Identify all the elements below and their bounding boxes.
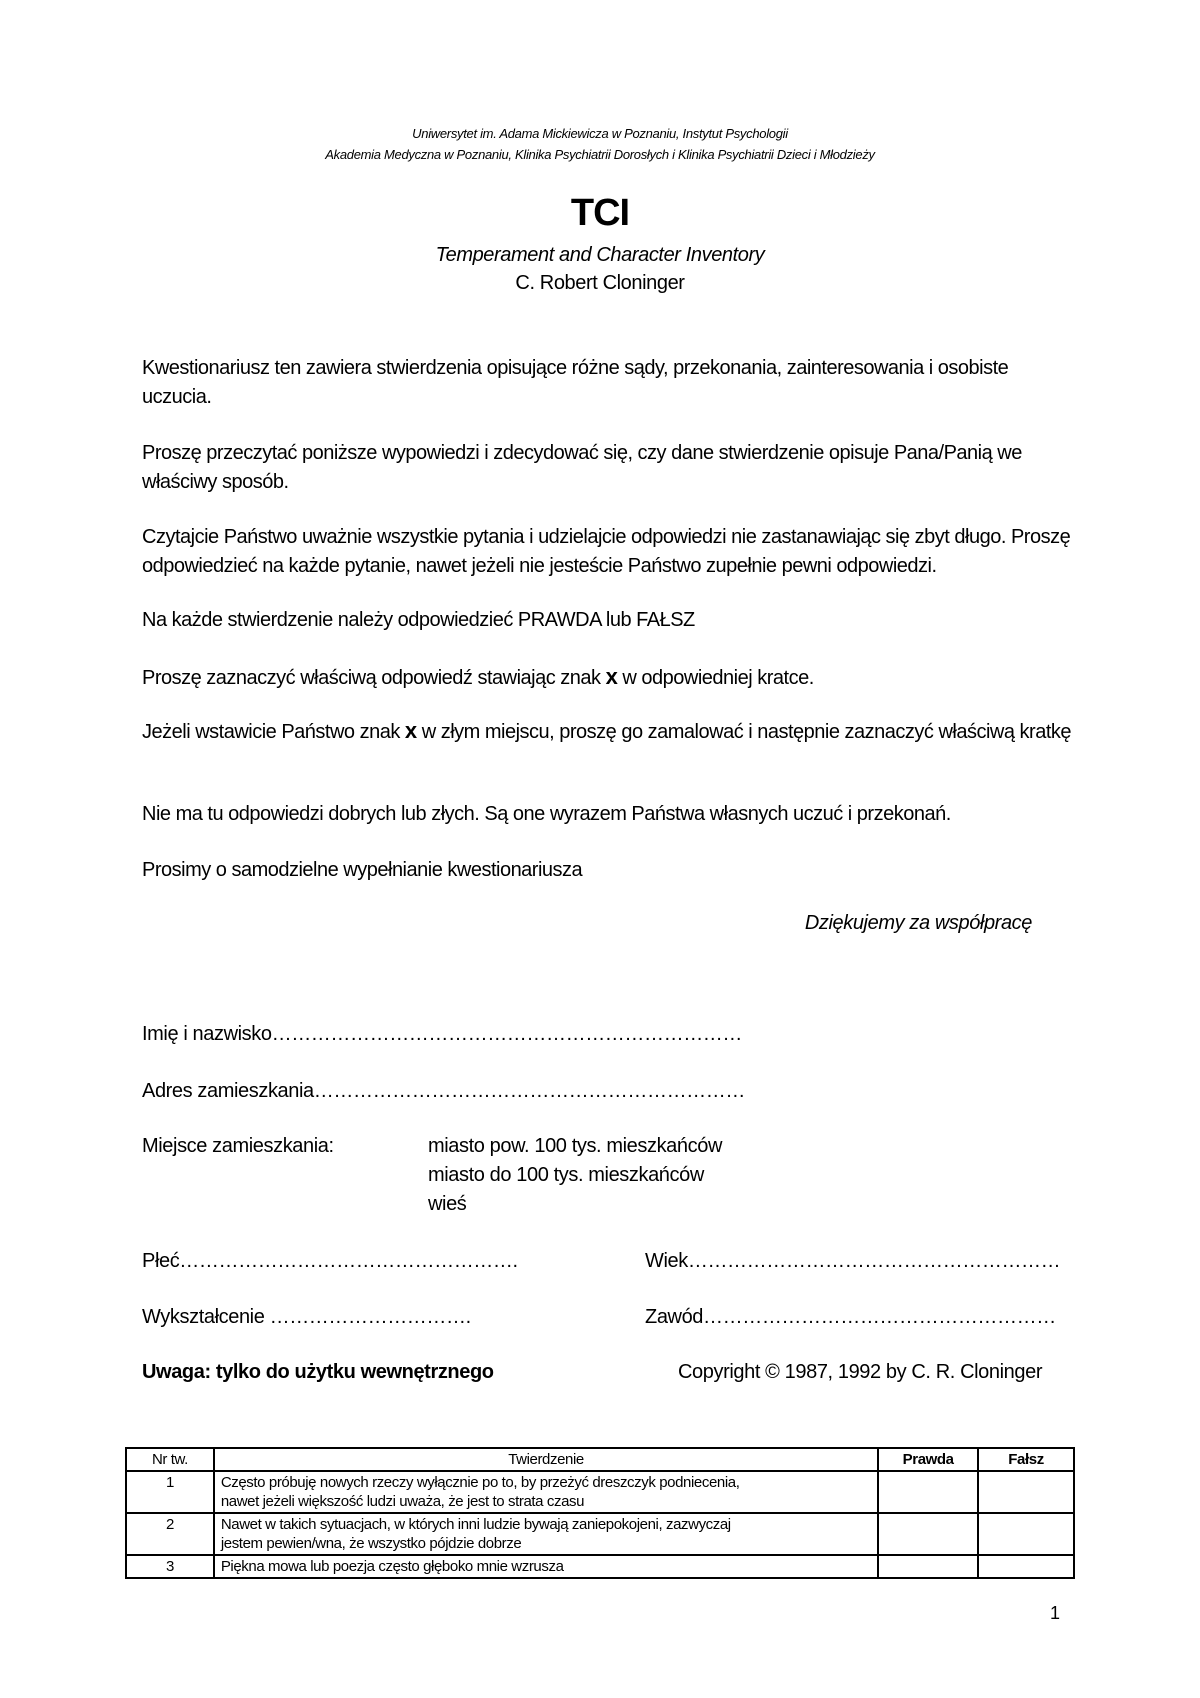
item-number: 3 — [126, 1555, 214, 1578]
instruction-paragraph-8: Prosimy o samodzielne wypełnianie kwestionariusza — [142, 859, 583, 881]
true-checkbox-cell[interactable] — [878, 1513, 978, 1555]
page-number: 1 — [1049, 1603, 1060, 1623]
item-number: 1 — [126, 1471, 214, 1513]
instruction-paragraph-5 — [142, 662, 1082, 693]
instruction-paragraph-1: Kwestionariusz ten zawiera stwierdzenia opisujące różne sądy, przekonania, zainteresowania i osobiste uczucia. — [142, 357, 1009, 408]
copyright-notice: Copyright © 1987, 1992 by C. R. Cloninger — [678, 1361, 1043, 1383]
table-header-row — [126, 1448, 1074, 1471]
instruction-paragraph-6 — [142, 716, 1082, 747]
statement-line: Nawet w takich sytuacjach, w których inni ludzie bywają zaniepokojeni, zazwyczaj — [220, 1516, 731, 1533]
instruction-paragraph-2: Proszę przeczytać poniższe wypowiedzi i zdecydować się, czy dane stwierdzenie opisuje Pana/Panią we właściwy sposób. — [142, 442, 1022, 493]
header-statement: Twierdzenie — [214, 1448, 878, 1471]
instruction-paragraph-7: Nie ma tu odpowiedzi dobrych lub złych. Są one wyrazem Państwa własnych uczuć i przekonań. — [142, 803, 951, 825]
item-number: 2 — [126, 1513, 214, 1555]
address-field[interactable]: Adres zamieszkania………………………………………………………… — [142, 1080, 745, 1102]
statement-line: nawet jeżeli większość ludzi uważa, że jest to strata czasu — [220, 1493, 585, 1510]
sex-field[interactable]: Płeć……………………………………………. — [142, 1250, 518, 1272]
item-statement — [214, 1555, 878, 1578]
false-checkbox-cell[interactable] — [978, 1471, 1074, 1513]
header-academy: Akademia Medyczna w Poznaniu, Klinika Psychiatrii Dorosłych i Klinika Psychiatrii Dzieci i Młodzieży — [325, 147, 875, 162]
profession-field[interactable]: Zawód……………………………………………… — [645, 1306, 1056, 1328]
document-subtitle: Temperament and Character Inventory — [435, 244, 765, 266]
instruction-5-text-b: w odpowiedniej kratce. — [617, 667, 814, 689]
x-mark-symbol: x — [605, 664, 618, 689]
item-statement — [214, 1471, 878, 1513]
document-title: TCI — [570, 192, 630, 234]
residence-option-large-city[interactable]: miasto pow. 100 tys. mieszkańców — [428, 1135, 722, 1157]
document-author: C. Robert Cloninger — [515, 272, 685, 294]
instruction-6-text-a: Jeżeli wstawicie Państwo znak — [142, 721, 405, 743]
header-item-number: Nr tw. — [126, 1448, 214, 1471]
table-row — [126, 1471, 1074, 1513]
residence-label: Miejsce zamieszkania: — [142, 1135, 334, 1157]
instruction-6-text-b: w złym miejscu, proszę go zamalować i następnie zaznaczyć właściwą kratkę — [416, 721, 1072, 743]
residence-option-small-city[interactable]: miasto do 100 tys. mieszkańców — [428, 1164, 704, 1186]
header-university: Uniwersytet im. Adama Mickiewicza w Poznaniu, Instytut Psychologii — [412, 126, 788, 141]
education-field[interactable]: Wykształcenie …………………………. — [142, 1306, 471, 1328]
name-field[interactable]: Imię i nazwisko……………………………………………………………… — [142, 1023, 742, 1045]
residence-option-village[interactable]: wieś — [428, 1193, 467, 1215]
x-mark-symbol: x — [404, 718, 417, 743]
instruction-5-text-a: Proszę zaznaczyć właściwą odpowiedź stawiając znak — [142, 667, 606, 689]
statement-line: Często próbuję nowych rzeczy wyłącznie po to, by przeżyć dreszczyk podniecenia, — [220, 1474, 740, 1491]
header-true: Prawda — [878, 1448, 978, 1471]
statement-line: Piękna mowa lub poezja często głęboko mnie wzrusza — [220, 1558, 564, 1575]
questionnaire-table — [125, 1447, 1075, 1579]
true-checkbox-cell[interactable] — [878, 1555, 978, 1578]
true-checkbox-cell[interactable] — [878, 1471, 978, 1513]
age-field[interactable]: Wiek………………………………………………… — [645, 1250, 1061, 1272]
instruction-paragraph-3: Czytajcie Państwo uważnie wszystkie pytania i udzielajcie odpowiedzi nie zastanawiając się zbyt długo. Proszę odpowiedzieć na każde pytanie, nawet jeżeli nie jesteście Państwo zupełnie pewni odpowiedzi. — [142, 526, 1071, 577]
thanks-note: Dziękujemy za współpracę — [804, 912, 1032, 934]
statement-line: jestem pewien/wna, że wszystko pójdzie dobrze — [220, 1535, 522, 1552]
item-statement — [214, 1513, 878, 1555]
false-checkbox-cell[interactable] — [978, 1513, 1074, 1555]
instruction-paragraph-4: Na każde stwierdzenie należy odpowiedzieć PRAWDA lub FAŁSZ — [142, 609, 695, 631]
false-checkbox-cell[interactable] — [978, 1555, 1074, 1578]
table-row — [126, 1513, 1074, 1555]
internal-use-note: Uwaga: tylko do użytku wewnętrznego — [142, 1361, 494, 1383]
table-row — [126, 1555, 1074, 1578]
header-false: Fałsz — [978, 1448, 1074, 1471]
